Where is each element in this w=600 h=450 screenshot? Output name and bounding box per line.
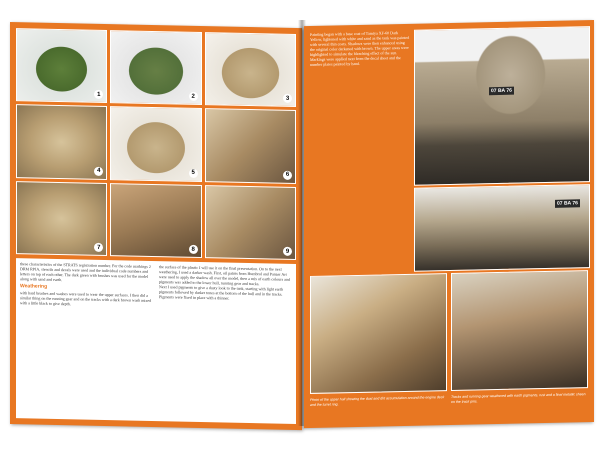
step-photo (205, 185, 296, 260)
photo-number: 1 (94, 90, 103, 99)
right-article-text: Painting began with a base coat of Tamiya XF-60 Dark Yellow, lightened with white and sand as the tank was painted with several thin coats. Shadows were then enhanced using the original color darkened with brown. The upper areas were highlighted to simulate the bleaching effect of the sun. Markings were applied next from the decal sheet and the number plates painted by hand. (310, 30, 410, 67)
left-article-text (16, 258, 296, 424)
step-photo (110, 30, 201, 105)
step-photo (110, 183, 201, 258)
step-photo (205, 32, 296, 107)
photo-grid (16, 28, 296, 260)
photo-number: 4 (94, 166, 103, 175)
photo-number: 9 (283, 247, 292, 256)
text-column (159, 264, 292, 421)
section-heading: Weathering (20, 283, 48, 290)
text-column (20, 261, 153, 418)
tank-photo-main (414, 26, 590, 186)
paragraph: with hard brushes and washes were used to wear the upper surfaces. I then did a similar thing on the running gear and on the tracks with a dark brown wash mixed with a little black to give depth. (20, 290, 152, 307)
photo-number: 5 (189, 168, 198, 177)
number-plate: 07 BA 76 (491, 87, 512, 95)
step-photo (205, 108, 296, 183)
right-page (304, 20, 594, 428)
detail-photo-hull (310, 273, 447, 394)
step-photo (16, 181, 107, 256)
step-photo (16, 104, 107, 179)
bottom-photos (310, 270, 588, 394)
step-photo (110, 106, 201, 181)
photo-caption: Tracks and running gear weathered with earth pigments, rust and a final metallic sheen on the track pins. (451, 392, 586, 404)
paragraph: Next I used pigments to give a dusty look to the tank, starting with light earth pigments followed by darker tones at the bottom of the hull and in the tracks. Pigments were fixed in place with a thinner. (159, 284, 283, 301)
left-page (10, 22, 302, 430)
paragraph: these characteristics of the STRATS registration number. For the code markings 2 DRM RPIA, stencils and decals were used and the individual code numbers and letters on top of each other. The dark green with brushes was used for the model along with sand and earth. (20, 261, 151, 283)
photo-number: 8 (189, 245, 198, 254)
photo-number: 3 (283, 94, 292, 103)
photo-number: 2 (189, 92, 198, 101)
tank-photo-side (414, 184, 590, 272)
photo-caption: Photo of the upper hull showing the dust and dirt accumulation around the engine deck and the turret ring. (310, 395, 445, 407)
number-plate: 07 BA 76 (557, 200, 578, 207)
caption-row (310, 392, 588, 424)
paragraph: the surface of the plastic I will use it on the final presentation. On to the next weathering, I used a darker wash. First, oil paints from Humbrol and Panzer Art were used to apply the shadow all over the model, then a mix of earth colours and pigments was added to the lower hull, running gear and tracks. (159, 264, 290, 287)
step-photo (16, 28, 107, 103)
photo-number: 7 (94, 243, 103, 252)
detail-photo-tracks (451, 270, 588, 391)
photo-number: 6 (283, 170, 292, 179)
